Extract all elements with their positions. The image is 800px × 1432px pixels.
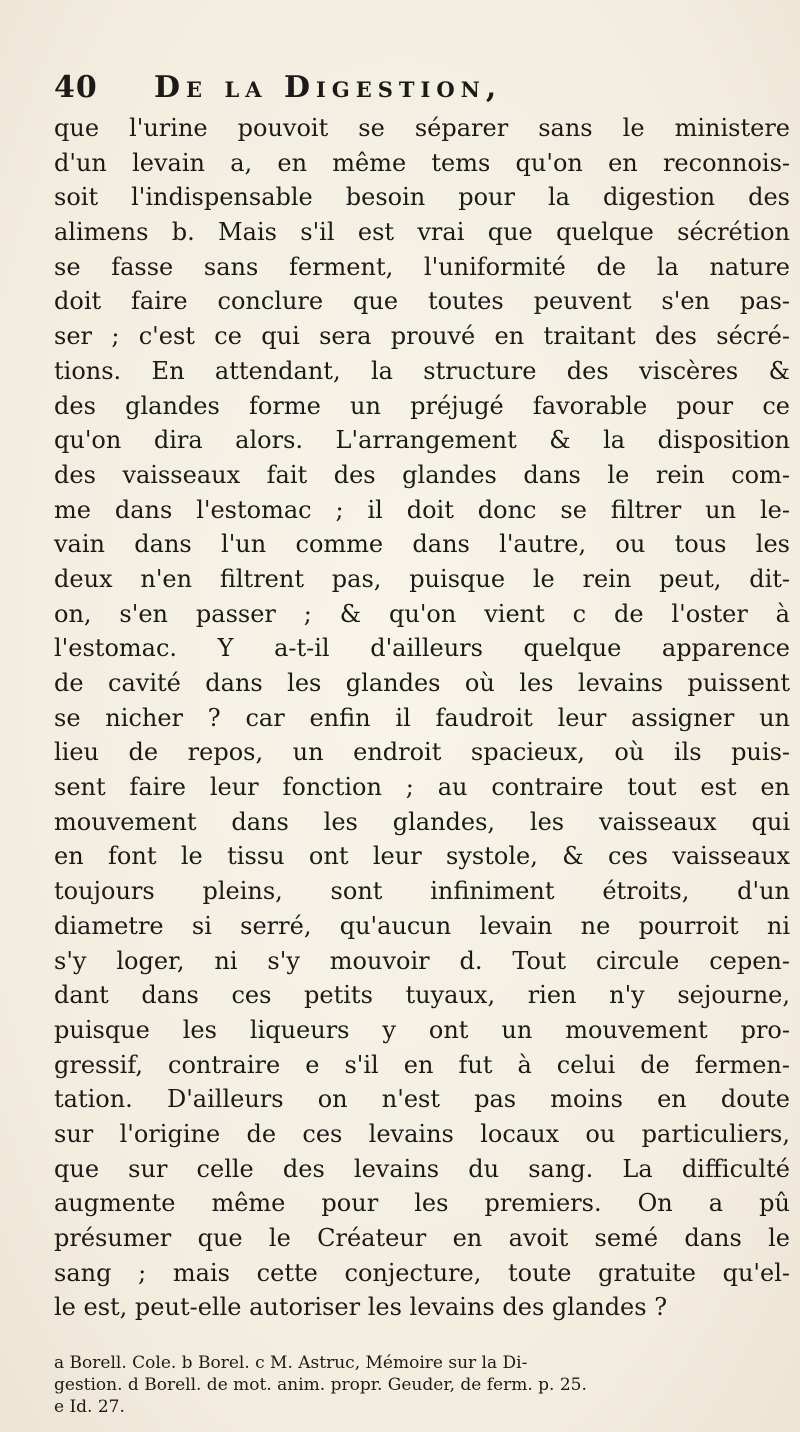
text-line: l'estomac. Y a-t-il d'ailleurs quelque apparence bbox=[54, 634, 790, 663]
text-line: dant dans ces petits tuyaux, rien n'y sejourne, bbox=[54, 981, 790, 1010]
text-line: ser ; c'est ce qui sera prouvé en traitant des sécré- bbox=[54, 322, 790, 351]
body-text bbox=[54, 111, 790, 1325]
text-line: diametre si serré, qu'aucun levain ne pourroit ni bbox=[54, 911, 790, 940]
text-line: qu'on dira alors. L'arrangement & la disposition bbox=[54, 426, 790, 455]
text-line: toujours pleins, sont infiniment étroits, d'un bbox=[54, 877, 790, 906]
text-line: tions. En attendant, la structure des viscères & bbox=[54, 356, 790, 385]
text-line: doit faire conclure que toutes peuvent s'en pas- bbox=[54, 287, 790, 316]
running-title: De la Digestion, bbox=[154, 70, 503, 105]
text-line: se nicher ? car enfin il faudroit leur assigner un bbox=[54, 703, 790, 732]
page-header bbox=[54, 70, 784, 110]
text-line: vain dans l'un comme dans l'autre, ou tous les bbox=[54, 530, 790, 559]
text-line: mouvement dans les glandes, les vaisseaux qui bbox=[54, 807, 790, 836]
text-line: sur l'origine de ces levains locaux ou particuliers, bbox=[54, 1119, 790, 1148]
text-line: que sur celle des levains du sang. La difficulté bbox=[54, 1154, 790, 1183]
footnote-line: e Id. 27. bbox=[54, 1397, 125, 1417]
footnotes bbox=[54, 1352, 790, 1418]
text-line: augmente même pour les premiers. On a pû bbox=[54, 1189, 790, 1218]
text-line: de cavité dans les glandes où les levains puissent bbox=[54, 669, 790, 697]
text-line: sent faire leur fonction ; au contraire tout est en bbox=[54, 773, 790, 802]
text-line: se fasse sans ferment, l'uniformité de la nature bbox=[54, 252, 790, 281]
text-line: d'un levain a, en même tems qu'on en reconnois- bbox=[54, 148, 790, 177]
text-line: présumer que le Créateur en avoit semé dans le bbox=[54, 1224, 790, 1252]
text-line: le est, peut-elle autoriser les levains des glandes ? bbox=[54, 1293, 668, 1322]
page-number: 40 bbox=[54, 70, 98, 105]
text-line: alimens b. Mais s'il est vrai que quelque sécrétion bbox=[54, 218, 790, 247]
text-line: que l'urine pouvoit se séparer sans le ministere bbox=[54, 114, 790, 142]
text-line: gressif, contraire e s'il en fut à celui de fermen- bbox=[54, 1050, 790, 1079]
text-line: soit l'indispensable besoin pour la digestion des bbox=[54, 183, 790, 212]
text-line: lieu de repos, un endroit spacieux, où ils puis- bbox=[54, 738, 790, 767]
footnote-line: a Borell. Cole. b Borel. c M. Astruc, Mémoire sur la Di- bbox=[54, 1353, 528, 1373]
text-line: en font le tissu ont leur systole, & ces vaisseaux bbox=[54, 842, 790, 871]
text-line: des vaisseaux fait des glandes dans le rein com- bbox=[54, 460, 790, 489]
text-line: sang ; mais cette conjecture, toute gratuite qu'el- bbox=[54, 1258, 790, 1287]
text-line: tation. D'ailleurs on n'est pas moins en doute bbox=[54, 1085, 790, 1114]
text-line: s'y loger, ni s'y mouvoir d. Tout circule cepen- bbox=[54, 946, 790, 975]
text-line: des glandes forme un préjugé favorable pour ce bbox=[54, 391, 790, 420]
footnote-line: gestion. d Borell. de mot. anim. propr. Geuder, de ferm. p. 25. bbox=[54, 1375, 587, 1395]
text-line: me dans l'estomac ; il doit donc se filtrer un le- bbox=[54, 495, 790, 524]
text-line: deux n'en filtrent pas, puisque le rein peut, dit- bbox=[54, 564, 790, 593]
text-line: on, s'en passer ; & qu'on vient c de l'oster à bbox=[54, 599, 790, 628]
text-line: puisque les liqueurs y ont un mouvement pro- bbox=[54, 1015, 790, 1044]
